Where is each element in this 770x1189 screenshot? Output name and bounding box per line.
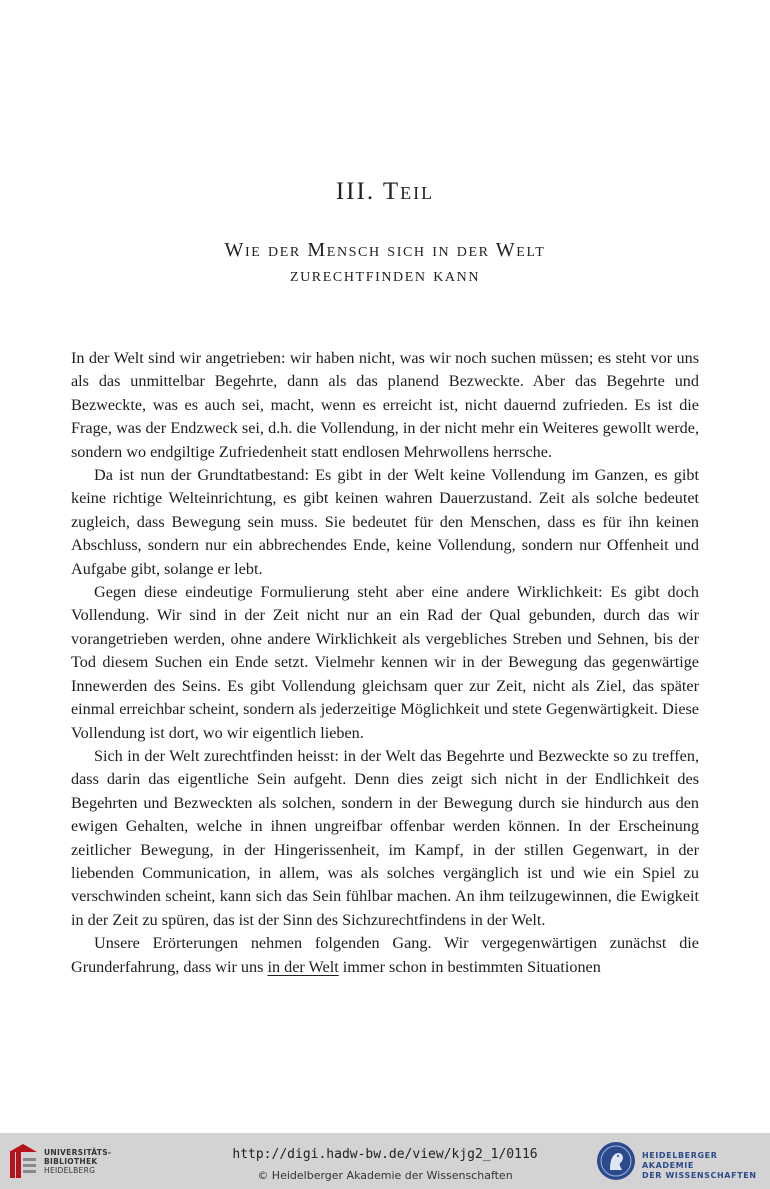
paragraph-2: Da ist nun der Grundtatbestand: Es gibt in der Welt keine Vollendung im Ganzen, es gibt keine richtige Welteinrichtung, es gibt keinen wahren Dauerzustand. Zeit als solche bedeutet zugleich, dass Bewegung sein muss. Sie bedeutet für den Menschen, dass es für ihn keinen Abschluss, sondern nur ein abbrechendes Ende, keine Vollendung, sondern nur Offenheit und Aufgabe gibt, solange er lebt. — [71, 466, 699, 578]
paragraph-4: Sich in der Welt zurechtfinden heisst: in der Welt das Begehrte und Bezweckte so zu treffen, dass darin das eigentliche Sein aufgeht. Denn dies zeigt sich nicht in der Endlichkeit des Begehrten und Bezweckten als solchen, sondern in der Bewegung durch sie hindurch aus den ewigen Gehalten, welche in ihnen ungreifbar offenbar werden können. In der Erscheinung zeitlicher Bewegung, in der Hingerissenheit, im Kampf, in der stillen Gegenwart, in der liebenden Communication, in allem, was als solches vergänglich ist und wie ein Spiel zu verschwinden scheint, kann sich das Sein fühlbar machen. An ihm teilzugewinnen, die Ewigkeit in der Zeit zu spüren, das ist der Sinn des Sichzurechtfindens in der Welt. — [71, 746, 699, 929]
ub-line-3: HEIDELBERG — [44, 1166, 96, 1175]
paragraph-1: In der Welt sind wir angetrieben: wir haben nicht, was wir noch suchen müssen; es steht vor uns als das unmittelbar Begehrte, dann als das planend Bezweckte. Aber das Begehrte und Bezweckte, was es auch sei, macht, wenn es erreicht ist, nicht dauernd zufrieden. Es ist die Frage, was der Endzweck sei, d.h. die Vollendung, in der nicht mehr ein Weiteres gewollt werde, sondern wo endgiltige Zufriedenheit statt endlosen Mehrwollens herrsche. — [71, 349, 699, 461]
copyright-notice: © Heidelberger Akademie der Wissenschaften — [257, 1169, 513, 1182]
academy-name — [642, 1151, 770, 1181]
ub-line-1: UNIVERSITÄTS- — [44, 1148, 112, 1157]
paragraph-3: Gegen diese eindeutige Formulierung steht aber eine andere Wirklichkeit: Es gibt doch Vollendung. Wir sind in der Zeit nicht nur an ein Rad der Qual gebunden, durch das wir vorangetrieben werden, ohne andere Wirklichkeit als vergebliches Streben und Sehnen, bis der Tod diesem Suchen ein Ende setzt. Vielmehr kennen wir in der Bewegung das gegenwärtige Innewerden des Seins. Es gibt Vollendung gleichsam quer zur Zeit, nicht als Ziel, das später einmal erreichbar scheint, sondern als jederzeitige Möglichkeit und stete Gegenwärtigkeit. Diese Vollendung ist dort, wo wir eigentlich lieben. — [71, 583, 699, 742]
ub-line-2: BIBLIOTHEK — [44, 1157, 98, 1166]
paragraph-5 — [71, 932, 699, 979]
footer-bar — [0, 1133, 770, 1189]
chapter-title-line-1: Wie der Mensch sich in der Welt — [224, 239, 546, 261]
chapter-title-line-2: zurechtfinden kann — [289, 264, 481, 286]
document-url-link[interactable]: http://digi.hadw-bw.de/view/kjg2_1/0116 — [232, 1147, 538, 1162]
underlined-phrase: in der Welt — [267, 957, 339, 976]
hadw-line-2: DER WISSENSCHAFTEN — [642, 1171, 757, 1180]
part-title: III. Teil — [335, 178, 435, 205]
chapter-title — [0, 238, 770, 288]
paragraph-5-end: immer schon in bestimmten Situationen — [338, 957, 601, 976]
paragraph-5-start: Unsere Erörterungen nehmen folgenden Gang. Wir vergegenwärtigen zunächst die Grunderfahrung, dass wir uns — [71, 934, 699, 976]
body-text — [71, 347, 699, 979]
hadw-line-1: HEIDELBERGER AKADEMIE — [642, 1151, 718, 1170]
academy-seal-icon — [596, 1141, 636, 1181]
